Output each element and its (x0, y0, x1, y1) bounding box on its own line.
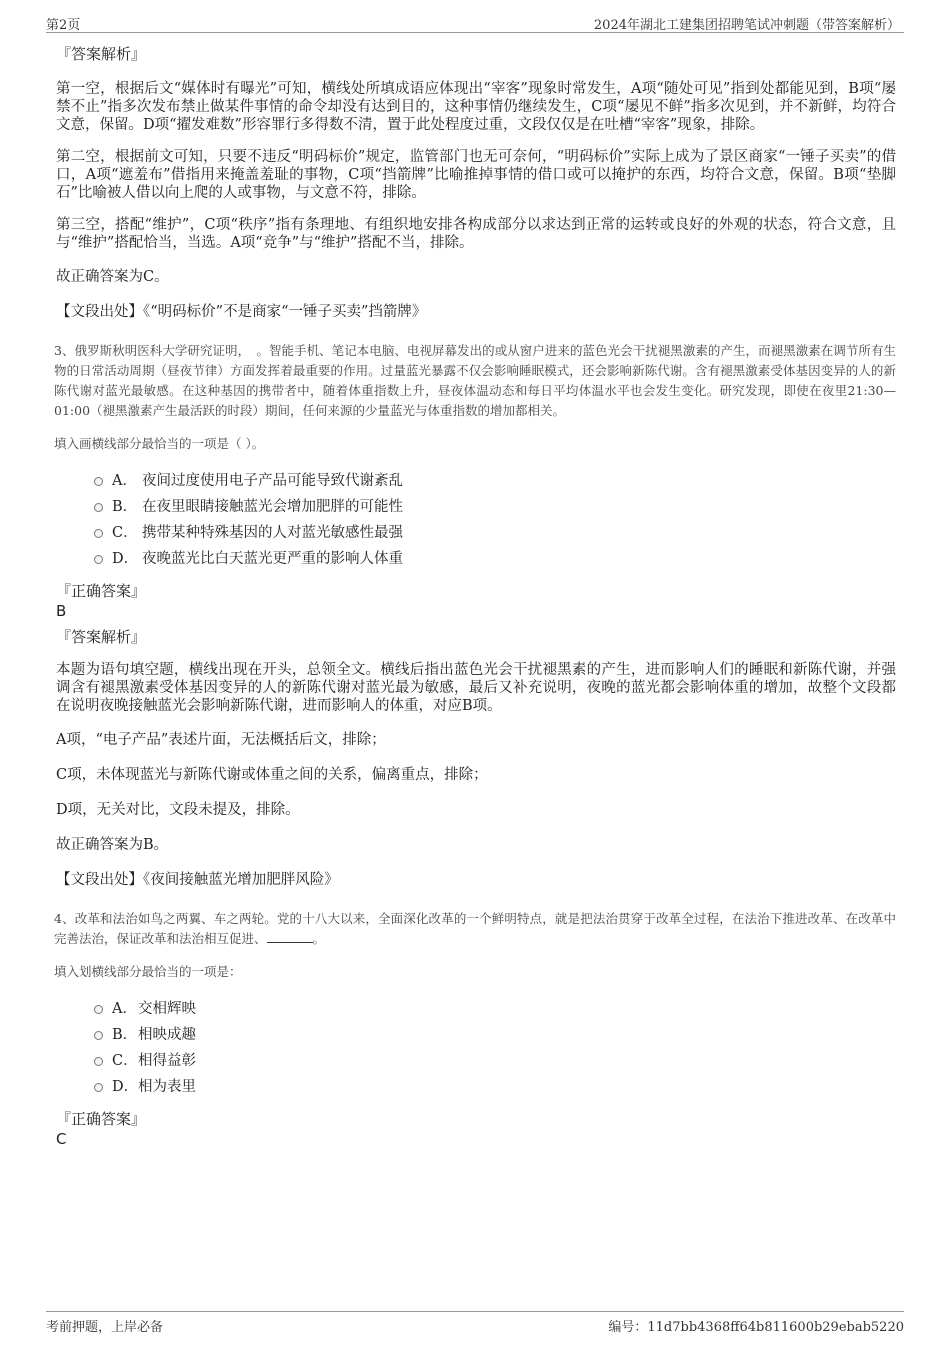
radio-icon[interactable] (94, 1005, 103, 1014)
q3-prompt: 填入画横线部分最恰当的一项是（ ）。 (54, 436, 265, 451)
q3-option-d[interactable]: D． 夜晚蓝光比白天蓝光更严重的影响人体重 (94, 549, 896, 575)
q3-answer: B (56, 602, 67, 620)
q4-options (94, 999, 896, 1103)
question-3 (54, 341, 896, 575)
q4-option-c[interactable]: C．相得益彰 (94, 1051, 896, 1077)
q3-source: 【文段出处】《夜间接触蓝光增加肥胖风险》 (56, 872, 339, 888)
question-4 (54, 909, 896, 1103)
q3-option-c[interactable]: C． 携带某种特殊基因的人对蓝光敏感性最强 (94, 523, 896, 549)
q3-note-c: C项，未体现蓝光与新陈代谢或体重之间的关系，偏离重点，排除； (56, 767, 488, 783)
radio-icon[interactable] (94, 1057, 103, 1066)
q4-option-b[interactable]: B．相映成趣 (94, 1025, 896, 1051)
document-title: 2024年湖北工建集团招聘笔试冲刺题（带答案解析） (593, 18, 900, 33)
q3-text: 3、俄罗斯秋明医科大学研究证明， 。智能手机、笔记本电脑、电视屏幕发出的或从窗户进来的蓝色光会干扰褪黑激素的产生，而褪黑激素在调节所有生物的日常活动周期（昼夜节律）方面发挥着最重要的作用。过量蓝光暴露不仅会影响睡眠模式，还会影响新陈代谢。含有褪黑激素受体基因变异的人的新陈代谢对蓝光最敏感。在这种基因的携带者中，随着体重指数上升，昼夜体温动态和每日平均体温水平也会发生变化。研究发现，即使在夜里21:30—01:00（褪黑激素产生最活跃的时段）期间，任何来源的少量蓝光与体重指数的增加都相关。 (54, 343, 896, 418)
q2-analysis-paragraph: 第二空，根据前文可知，只要不违反“明码标价”规定，监管部门也无可奈何，“明码标价”实际上成为了景区商家“一锤子买卖”的借口，A项“遮羞布”借指用来掩盖羞耻的事物，C项“挡箭牌”比喻推掉事情的借口或可以掩护的东西，均符合文意，保留。B项“垫脚石”比喻被人借以向上爬的人或事物，与文意不符，排除。 (56, 149, 896, 201)
q4-prompt: 填入划横线部分最恰当的一项是： (54, 964, 242, 979)
q2-source: 【文段出处】《“明码标价”不是商家“一锤子买卖”挡箭牌》 (56, 304, 427, 320)
q3-conclusion: 故正确答案为B。 (56, 837, 169, 853)
q3-analysis: 本题为语句填空题，横线出现在开头，总领全文。横线后指出蓝色光会干扰褪黑素的产生，进而影响人们的睡眠和新陈代谢，并强调含有褪黑激素受体基因变异的人的新陈代谢对蓝光最为敏感，最后又补充说明，夜晚的蓝光都会影响体重的增加，故整个文段都在说明夜晚接触蓝光会影响新陈代谢，进而影响人的体重，对应B项。 (56, 662, 896, 714)
radio-icon[interactable] (94, 529, 103, 538)
q4-option-d[interactable]: D．相为表里 (94, 1077, 896, 1103)
radio-icon[interactable] (94, 1083, 103, 1092)
q3-note-a: A项，“电子产品”表述片面，无法概括后文，排除； (56, 732, 386, 748)
q2-analysis-label: 『答案解析』 (56, 45, 147, 63)
q2-analysis-paragraph: 第三空，搭配“维护”，C项“秩序”指有条理地、有组织地安排各构成部分以求达到正常的运转或良好的外观的状态，符合文意，且与“维护”搭配恰当，当选。A项“竞争”与“维护”搭配不当，排除。 (56, 217, 896, 251)
q3-option-b[interactable]: B． 在夜里眼睛接触蓝光会增加肥胖的可能性 (94, 497, 896, 523)
q4-answer: C (56, 1130, 67, 1148)
q3-note-d: D项，无关对比，文段未提及，排除。 (56, 802, 300, 818)
radio-icon[interactable] (94, 1031, 103, 1040)
radio-icon[interactable] (94, 555, 103, 564)
page-content (56, 44, 896, 1155)
q4-answer-label: 『正确答案』 (56, 1110, 147, 1128)
q3-option-a[interactable]: A． 夜间过度使用电子产品可能导致代谢紊乱 (94, 471, 896, 497)
footer-slogan: 考前押题，上岸必备 (46, 1320, 164, 1335)
page-header (46, 12, 904, 33)
q2-conclusion: 故正确答案为C。 (56, 269, 169, 285)
fill-blank (267, 930, 313, 943)
radio-icon[interactable] (94, 477, 103, 486)
q4-text: 4、改革和法治如鸟之两翼、车之两轮。党的十八大以来，全面深化改革的一个鲜明特点，就是把法治贯穿于改革全过程，在法治下推进改革、在改革中完善法治，保证改革和法治相互促进、 。 (54, 911, 896, 946)
document-id: 编号：11d7bb4368ff64b811600b29ebab5220 (608, 1320, 904, 1335)
q3-options (94, 471, 896, 575)
q4-option-a[interactable]: A．交相辉映 (94, 999, 896, 1025)
q3-answer-label: 『正确答案』 (56, 582, 147, 600)
page-number: 第2页 (46, 18, 81, 33)
radio-icon[interactable] (94, 503, 103, 512)
q2-analysis-paragraph: 第一空，根据后文“媒体时有曝光”可知，横线处所填成语应体现出“宰客”现象时常发生，A项“随处可见”指到处都能见到，B项“屡禁不止”指多次发布禁止做某件事情的命令却没有达到目的，这种事情仍继续发生，C项“屡见不鲜”指多次见到，并不新鲜，均符合文意，保留。D项“擢发难数”形容罪行多得数不清，置于此处程度过重，文段仅仅是在吐槽“宰客”现象，排除。 (56, 81, 896, 133)
page-footer (46, 1311, 904, 1336)
q3-analysis-label: 『答案解析』 (56, 628, 147, 646)
